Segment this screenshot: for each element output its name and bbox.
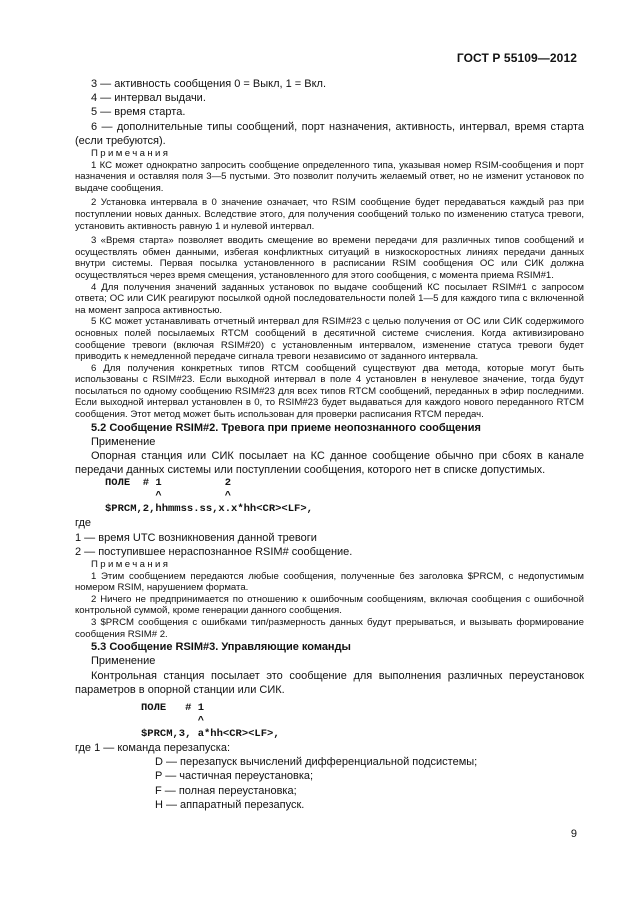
section-text: Контрольная станция посылает это сообщение для выполнения различных переустановок параметров в опорной станции или СИК. (75, 669, 584, 696)
intro-item: 3 — активность сообщения 0 = Выкл, 1 = Вкл. (91, 78, 327, 90)
section-text: Опорная станция или СИК посылает на КС данное сообщение обычно при сбоях в канале передачи данных системы или поступлении сообщения, которого нет в списке допустимых. (75, 450, 584, 477)
code-format-line: $PRCM,2,hhmmss.ss,x.x*hh<CR><LF>, (105, 503, 313, 516)
note-item: 1 КС может однократно запросить сообщение определенного типа, указывая номер RSIM-сообщения и порт назначения и оставляя поля 3—5 пустыми. Это позволит получить желаемый ответ, но не изменит установок по выдаче сообщения. (75, 159, 584, 194)
field-description: 2 — поступившее нераспознанное RSIM# сообщение. (75, 545, 353, 558)
intro-item: 6 — дополнительные типы сообщений, порт назначения, активность, интервал, время старта (если требуются). (75, 120, 584, 147)
code-caret-line: ^ (141, 715, 205, 728)
note-item: 1 Этим сообщением передаются любые сообщения, полученные без заголовка $PRCM, с недопустимым номером RSIM, нарушением формата. (75, 570, 584, 594)
note-item: 6 Для получения конкретных типов RTCM сообщений существуют два метода, которые могут быть использованы с RSIM#23. Если выходной интервал в поле 4 установлен в ненулевое значение, тогда будут посылаться по одному сообщению RSIM#23 для всех типов RTCM сообщений, переданных в эфир последними. Если выходной интервал установлен в 0, то RSIM#23 будет выдаваться для каждого нового переданного RTCM сообщения. Этот метод может быть использован для проверки расписания RTCM передач. (75, 362, 584, 421)
section-title-5-2: 5.2 Сообщение RSIM#2. Тревога при приеме неопознанного сообщения (91, 421, 481, 434)
code-caret-line: ^ ^ (105, 490, 232, 503)
restart-option: D — перезапуск вычислений дифференциальной подсистемы; (155, 756, 478, 769)
page-content (75, 77, 584, 812)
standard-header: ГОСТ Р 55109—2012 (456, 51, 577, 65)
page-number: 9 (570, 828, 577, 840)
note-item: 2 Установка интервала в 0 значение означает, что RSIM сообщение будет передаваться каждый раз при поступлении новых данных. Вследствие этого, для получения сообщений только по изменению статуса тревоги, установить активность равную 1 и нулевой интервал. (75, 197, 584, 232)
where-line: где 1 — команда перезапуска: (75, 742, 231, 755)
notes-heading: Примечания (91, 559, 171, 571)
section-label: Применение (91, 655, 156, 668)
code-format-line: $PRCM,3, a*hh<CR><LF>, (141, 728, 280, 741)
field-description: 1 — время UTC возникновения данной тревоги (75, 531, 317, 544)
restart-option: F — полная переустановка; (155, 784, 297, 797)
note-item: 2 Ничего не предпринимается по отношению к ошибочным сообщениям, включая сообщения с ошибочной контрольной суммой, кроме генерации данного сообщения. (75, 593, 584, 617)
restart-option: H — аппаратный перезапуск. (155, 798, 305, 811)
section-label: Применение (91, 435, 156, 448)
intro-item: 5 — время старта. (91, 106, 186, 119)
code-field-line: ПОЛЕ # 1 2 (105, 477, 232, 490)
note-item: 3 «Время старта» позволяет вводить смещение во времени передачи для различных типов сообщений и осуществлять обмен данными, избегая конфликтных ситуаций в низкоскоростных линиях передачи данных внутри системы. Первая посылка установленного в расписании RSIM сообщения ОС или СИК должна осуществляться через время смещения, установленного для этого сообщения, с момента приема RSIM#1. (75, 235, 584, 281)
note-item: 3 $PRCM сообщения с ошибками тип/размерность данных будут прерываться, и вызывать формирование сообщения RSIM# 2. (75, 617, 584, 640)
section-title-5-3: 5.3 Сообщение RSIM#3. Управляющие команды (91, 641, 351, 654)
intro-item: 4 — интервал выдачи. (91, 92, 206, 105)
note-item: 4 Для получения значений заданных установок по выдаче сообщений КС посылает RSIM#1 с запросом ответа; ОС или СИК реагируют посылкой одной последовательности полей 1—5 для каждого типа с включенной на момент запроса активностью. (75, 281, 584, 316)
code-field-line: ПОЛЕ # 1 (141, 702, 205, 715)
note-item: 5 КС может устанавливать отчетный интервал для RSIM#23 с целью получения от ОС или СИК содержимого основных полей посылаемых RTCM сообщений в десятичной системе счисления. Когда активизировано сообщение тревоги (включая RSIM#20) с установленным интервалом, изменение статуса тревоги будет приводить к немедленной передаче сигнала тревоги независимо от заданного интервала. (75, 316, 584, 363)
where-label: где (75, 517, 92, 530)
restart-option: P — частичная переустановка; (155, 770, 314, 783)
notes-heading: Примечания (91, 148, 171, 160)
